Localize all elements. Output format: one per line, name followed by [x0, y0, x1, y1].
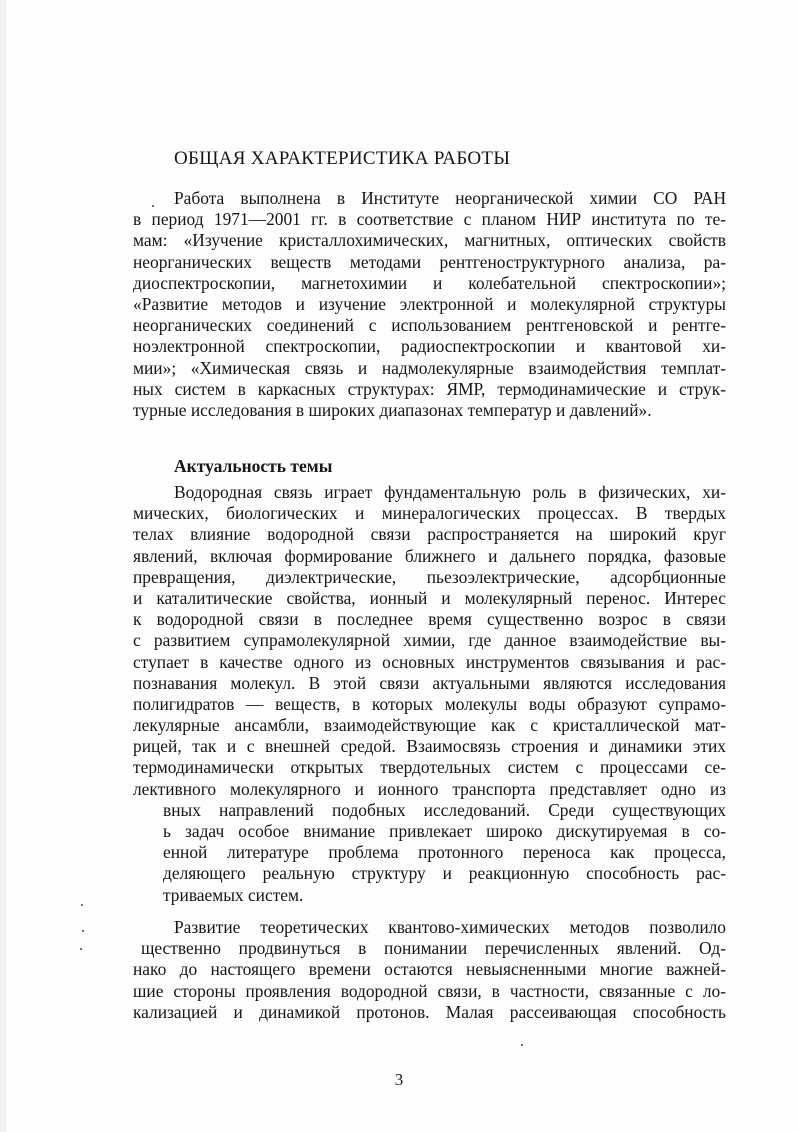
page-number: 3 [394, 1070, 404, 1089]
text-line: деляющего реальную структуру и реакционную способность рас- [163, 863, 726, 884]
text-line: с развитием супрамолекулярной химии, где данное взаимодействие вы- [133, 630, 726, 651]
text-line: лекулярные ансамбли, взаимодействующие как с кристаллической мат- [133, 715, 726, 736]
text-line: Работа выполнена в Институте неорганической химии СО РАН [174, 188, 726, 208]
scan-speck [521, 1044, 523, 1046]
text-line: енной литературе проблема протонного переноса как процесса, [163, 842, 726, 863]
text-line: шие стороны проявления водородной связи, в частности, связанные с ло- [133, 980, 726, 1001]
text-line: ноэлектронной спектроскопии, радиоспектроскопии и квантовой хи- [133, 336, 726, 357]
subheading-relevance: Актуальность темы [174, 456, 333, 476]
text-line: в период 1971—2001 гг. в соответствие с планом НИР института по те- [133, 209, 726, 230]
text-line: ступает в качестве одного из основных инструментов связывания и рас- [133, 651, 726, 672]
paragraph-relevance [133, 482, 726, 906]
section-title: ОБЩАЯ ХАРАКТЕРИСТИКА РАБОТЫ [174, 148, 511, 169]
scan-speck [80, 948, 82, 950]
text-line: щественно продвинуться в понимании перечисленных явлений. Од- [141, 938, 726, 959]
text-line: и каталитические свойства, ионный и молекулярный перенос. Интерес [133, 587, 726, 608]
text-line: нако до настоящего времени остаются невыясненными многие важней- [133, 959, 726, 980]
paragraph-theory [133, 917, 726, 1023]
text-line: превращения, диэлектрические, пьезоэлектрические, адсорбционные [133, 566, 726, 587]
text-line: мам: «Изучение кристаллохимических, магнитных, оптических свойств [133, 230, 726, 251]
scan-speck [82, 930, 84, 932]
text-line: ных систем в каркасных структурах: ЯМР, термодинамические и струк- [133, 378, 726, 399]
text-line: турные исследования в широких диапазонах температур и давлений». [133, 399, 652, 420]
text-line: телах влияние водородной связи распространяется на широкий круг [133, 524, 726, 545]
text-line: Водородная связь играет фундаментальную роль в физических, хи- [174, 482, 726, 502]
text-line: лективного молекулярного и ионного транспорта представляет одно из [133, 778, 726, 799]
text-line: Развитие теоретических квантово-химических методов позволило [174, 917, 726, 937]
text-line: познавания молекул. В этой связи актуальными являются исследования [133, 672, 726, 693]
scan-edge-shadow [0, 0, 6, 1132]
text-line: рицей, так и с внешней средой. Взаимосвязь строения и динамики этих [133, 736, 726, 757]
text-line: триваемых систем. [163, 884, 304, 905]
text-line: диоспектроскопии, магнетохимии и колебательной спектроскопии»; [133, 272, 726, 293]
text-line: термодинамически открытых твердотельных систем с процессами се- [133, 757, 726, 778]
text-line: ь задач особое внимание привлекает широко дискутируемая в со- [163, 821, 726, 841]
paragraph-intro [133, 188, 726, 421]
text-line: неорганических веществ методами рентгеноструктурного анализа, ра- [133, 251, 726, 272]
text-line: вных направлений подобных исследований. Среди существующих [163, 799, 726, 820]
text-line: неорганических соединений с использованием рентгеновской и рентге- [133, 315, 726, 336]
scan-speck [152, 205, 154, 207]
text-line: мических, биологических и минералогических процессах. В твердых [133, 503, 726, 524]
text-line: явлений, включая формирование ближнего и дальнего порядка, фазовые [133, 545, 726, 566]
text-line: к водородной связи в последнее время существенно возрос в связи [133, 609, 726, 630]
text-line: мии»; «Химическая связь и надмолекулярные взаимодействия темплат- [133, 357, 726, 378]
text-line: кализацией и динамикой протонов. Малая рассеивающая способность [133, 1001, 726, 1022]
scan-speck [81, 904, 83, 906]
text-line: «Развитие методов и изучение электронной и молекулярной структуры [133, 293, 726, 314]
text-line: полигидратов — веществ, в которых молекулы воды образуют супрамо- [133, 693, 726, 714]
